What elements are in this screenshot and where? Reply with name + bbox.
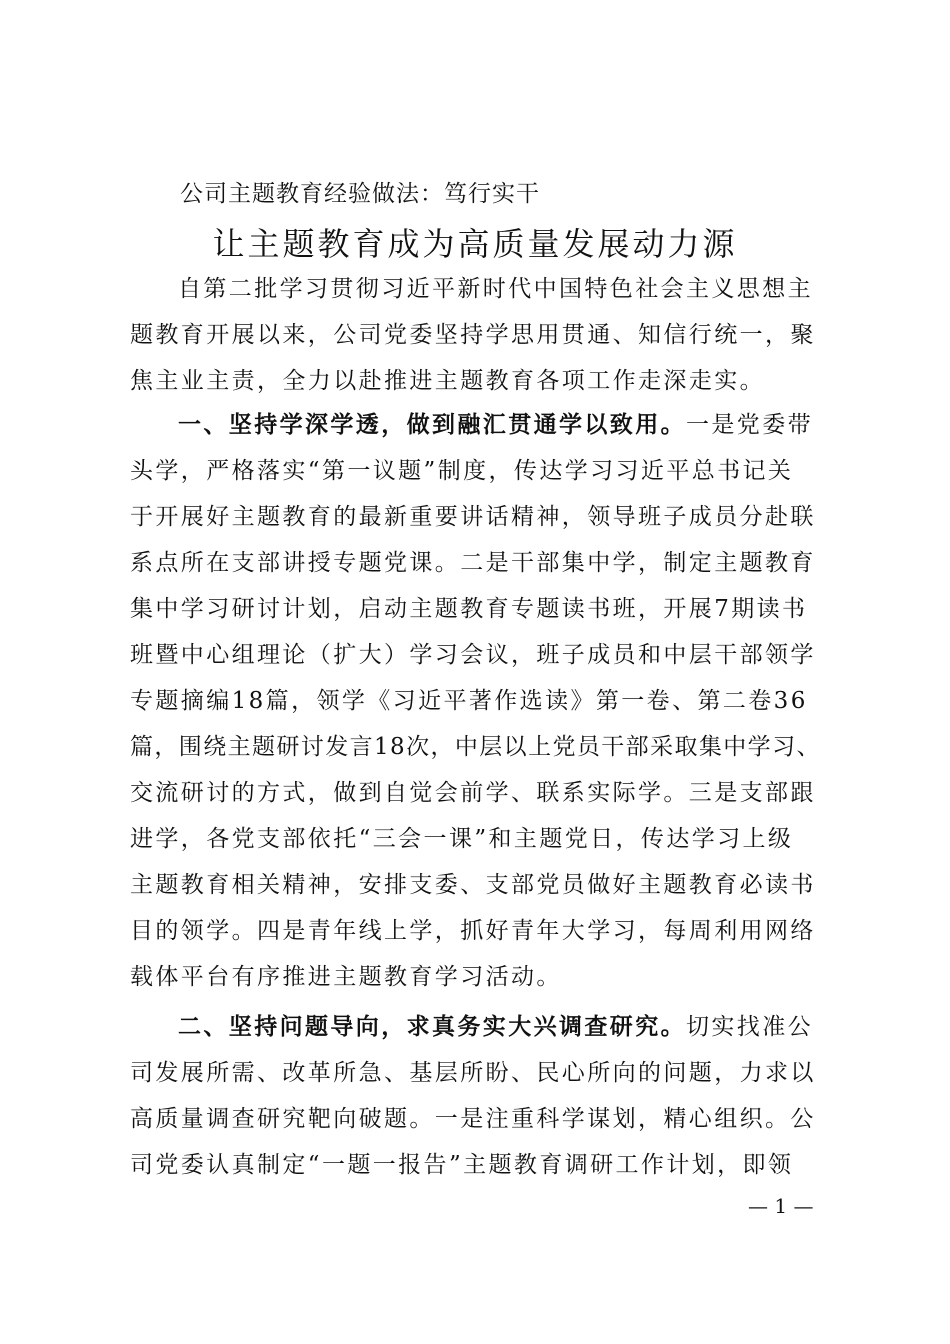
text-line	[130, 1004, 830, 1050]
text-line	[130, 402, 830, 448]
text-line: 题教育开展以来，公司党委坚持学思用贯通、知信行统一，聚	[130, 322, 816, 348]
text-line: 交流研讨的方式，做到自觉会前学、联系实际学。三是支部跟	[130, 780, 816, 806]
section-1-paragraph	[130, 402, 830, 1000]
text-line: 于开展好主题教育的最新重要讲话精神，领导班子成员分赴联	[130, 504, 816, 530]
section-2-heading: 二、坚持问题导向，求真务实大兴调查研究。	[178, 1013, 686, 1040]
text-line: 头学，严格落实“第一议题”制度，传达学习习近平总书记关	[130, 458, 794, 484]
page-number: — 1 —	[748, 1194, 814, 1218]
text-line: 班暨中心组理论（扩大）学习会议，班子成员和中层干部领学	[130, 642, 816, 668]
intro-paragraph	[130, 266, 830, 404]
text-line: 进学，各党支部依托“三会一课”和主题党日，传达学习上级	[130, 826, 794, 852]
text-line: 司发展所需、改革所急、基层所盼、民心所向的问题，力求以	[130, 1060, 816, 1086]
section-2-paragraph	[130, 1004, 830, 1188]
text-line: 载体平台有序推进主题教育学习活动。	[130, 964, 562, 990]
section-1-heading: 一、坚持学深学透，做到融汇贯通学以致用。	[178, 411, 686, 438]
text-line: 篇，围绕主题研讨发言18次，中层以上党员干部采取集中学习、	[130, 734, 821, 760]
document-subtitle: 公司主题教育经验做法：笃行实干	[180, 181, 540, 207]
text-line: 自第二批学习贯彻习近平新时代中国特色社会主义思想主	[178, 276, 813, 302]
text-line: 系点所在支部讲授专题党课。二是干部集中学，制定主题教育	[130, 550, 816, 576]
text-run: 切实找准公	[686, 1014, 813, 1040]
text-line: 焦主业主责，全力以赴推进主题教育各项工作走深走实。	[130, 368, 765, 394]
text-line: 专题摘编18篇，领学《习近平著作选读》第一卷、第二卷36	[130, 688, 808, 714]
document-title: 让主题教育成为高质量发展动力源	[212, 225, 738, 263]
text-line: 高质量调查研究靶向破题。一是注重科学谋划，精心组织。公	[130, 1106, 816, 1132]
text-line: 目的领学。四是青年线上学，抓好青年大学习，每周利用网络	[130, 918, 816, 944]
text-line: 集中学习研讨计划，启动主题教育专题读书班，开展7期读书	[130, 596, 808, 622]
text-run: 一是党委带	[686, 412, 813, 438]
text-line: 主题教育相关精神，安排支委、支部党员做好主题教育必读书	[130, 872, 816, 898]
text-line: 司党委认真制定“一题一报告”主题教育调研工作计划，即领	[130, 1152, 794, 1178]
